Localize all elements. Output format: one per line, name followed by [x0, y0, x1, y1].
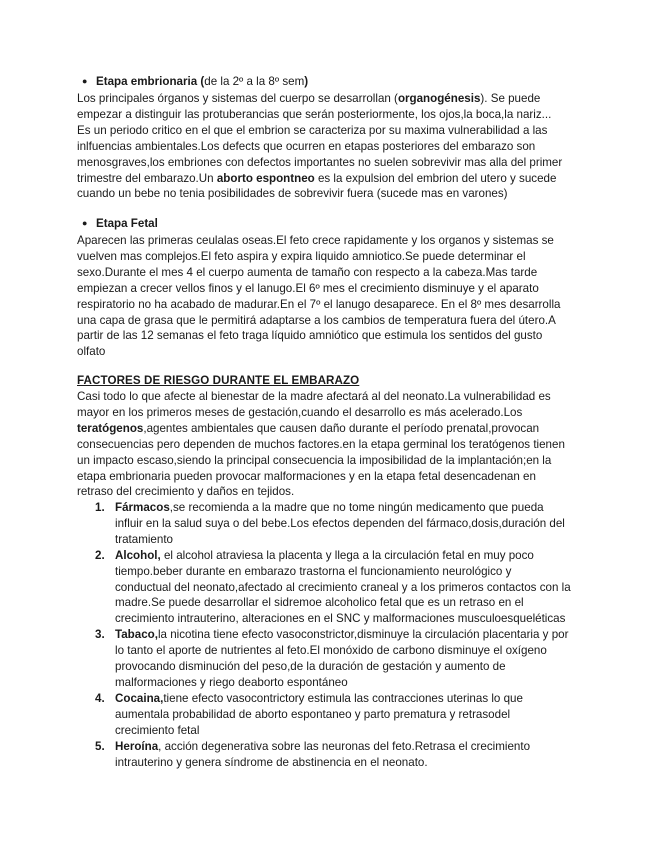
text-line: respiratorio no ha acabado de madurar.En el 7º el lanugo desaparece. En el 8º mes desarrolla: [77, 297, 561, 311]
text-line: [115, 500, 597, 516]
list-item: [77, 500, 597, 548]
text-line: [115, 739, 597, 755]
bold-term: Tabaco,: [115, 628, 158, 642]
text-line: [115, 643, 597, 659]
list-item: [77, 548, 597, 628]
bullet-dot: ●: [82, 218, 88, 228]
line-text: tiene efecto vasocontrictory estimula las contracciones uterinas lo que: [163, 691, 523, 705]
line-text: malformaciones y riego deaborto espontáneo: [115, 675, 348, 689]
line-text: empezar a distinguir las protuberancias que serán posteriormente, los ojos,la boca,la nariz...: [77, 107, 552, 121]
list-item: [77, 627, 597, 691]
paragraph-fetal: [77, 233, 577, 360]
heading-close: ): [304, 75, 309, 88]
line-text: inlfuencias ambientales.Los defects que ocurren en etapas posteriores del embarazo son: [77, 139, 536, 153]
text-line: [115, 659, 597, 675]
bold-term: teratógenos: [77, 421, 144, 435]
line-text: tiempo.beber durante en embarazo trastorna el funcionamiento neurológico y: [115, 564, 512, 578]
text-line: [115, 675, 597, 691]
line-text: lo tanto el aporte de nutrientes al feto.El monóxido de carbono disminuye el oxígeno: [115, 644, 547, 658]
line-text: menosgraves,los embriones con defectos importantes no suelen sobrevivir mas alla del primer: [77, 155, 563, 169]
text-line: [77, 171, 577, 187]
line-text: Los principales órganos y sistemas del cuerpo se desarrollan (: [77, 92, 398, 105]
line-text: provocando disminución del peso,de la duración de gestación y aumento de: [115, 660, 506, 674]
text-line: vuelven mas complejos.El feto aspira y expira liquido amniotico.Se puede determinar el: [77, 249, 526, 263]
bold-term: Fármacos: [115, 501, 170, 514]
text-line: [77, 389, 577, 405]
section-heading-factores: FACTORES DE RIESGO DURANTE EL EMBARAZO: [77, 374, 360, 387]
line-text: intrauterino y genera síndrome de abstinencia en el neonato.: [115, 755, 428, 769]
text-line: [77, 91, 577, 107]
text-line: [77, 186, 577, 202]
line-text: crecimiento intrauterino, alteraciones en el SNC y malformaciones musculoesqueléticas: [115, 612, 566, 626]
text-line: [77, 155, 577, 171]
line-text: trimestre del embarazo.Un: [77, 171, 217, 185]
line-text: un impacto escaso,siendo la principal consecuencia la imposibilidad de la implantación;en la: [77, 453, 552, 467]
line-text: cuando un bebe no tenia posibilidades de sobrevivir fuera (sucede mas en varones): [77, 187, 508, 201]
line-text: ,agentes ambientales que causen daño durante el período prenatal,provocan: [143, 421, 540, 435]
text-line: [115, 611, 597, 627]
text-line: sexo.Durante el mes 4 el cuerpo aumenta de tamaño con respecto a la cabeza.Mas tarde: [77, 265, 538, 279]
text-line: [77, 421, 577, 437]
bold-term: Cocaina,: [115, 691, 164, 705]
text-line: [115, 691, 597, 707]
list-number: 5.: [95, 739, 105, 753]
bullet-heading-embrionaria: [82, 74, 309, 90]
text-line: [115, 723, 597, 739]
bold-term: Heroína: [115, 739, 159, 753]
text-line: [115, 516, 597, 532]
line-text: Es un periodo critico en el que el embrion se caracteriza por su maxima vulnerabilidad a las: [77, 123, 548, 137]
list-number: 2.: [95, 548, 105, 562]
text-line: [77, 484, 577, 500]
text-line: [77, 469, 577, 485]
list-number: 4.: [95, 691, 105, 705]
line-text: crecimiento fetal: [115, 723, 200, 737]
line-text: el alcohol atraviesa la placenta y llega a la circulación fetal en muy poco: [160, 548, 534, 562]
line-text: es la expulsion del embrion del utero y sucede: [314, 171, 557, 185]
text-line: [77, 107, 577, 123]
line-text: ). Se puede: [480, 92, 541, 105]
heading-bold: Etapa embrionaria (: [96, 75, 205, 88]
line-text: tratamiento: [115, 532, 173, 546]
text-line: [115, 548, 597, 564]
line-text: consecuencias pero dependen de muchos factores.en la etapa germinal los teratógenos tienen: [77, 437, 565, 451]
line-text: , acción degenerativa sobre las neuronas del feto.Retrasa el crecimiento: [158, 739, 531, 753]
line-text: la nicotina tiene efecto vasoconstrictor,disminuye la circulación placentaria y por: [157, 628, 569, 642]
line-text: influir en la salud suya o del bebe.Los efectos dependen del fármaco,dosis,duración del: [115, 516, 565, 530]
text-line: empiezan a crecer vellos finos y el lanugo.El 6º mes el crecimiento disminuye y el aparato: [77, 281, 539, 295]
list-item: [77, 739, 597, 771]
paragraph-factores-intro: [77, 389, 577, 500]
list-number: 1.: [95, 501, 105, 514]
text-line: [115, 532, 597, 548]
bold-term: organogénesis: [397, 92, 481, 105]
list-number: 3.: [95, 628, 105, 642]
text-line: [115, 707, 597, 723]
text-line: [77, 139, 577, 155]
heading-fetal: Etapa Fetal: [96, 217, 158, 230]
text-line: [77, 405, 577, 421]
list-item: [77, 691, 597, 739]
line-text: madre.Se puede desarrollar el sidremoe alcoholico fetal que es un retraso en el: [115, 596, 524, 610]
text-line: [115, 595, 597, 611]
bullet-dot: ●: [82, 76, 88, 86]
text-line: olfato: [77, 345, 106, 359]
bullet-heading-fetal: [82, 216, 158, 232]
text-line: [77, 437, 577, 453]
text-line: [115, 627, 597, 643]
line-text: etapa embrionaria pueden provocar malformaciones y en la etapa fetal desencadenan en: [77, 469, 536, 483]
text-line: Aparecen las primeras ceulalas oseas.El feto crece rapidamente y los organos y sistemas se: [77, 234, 554, 247]
text-line: una capa de grasa que le permitirá adaptarse a los cambios de temperatura fuera del útero.A: [77, 313, 556, 327]
text-line: partir de las 12 semanas el feto traga líquido amniótico que estimula los sentidos del gusto: [77, 329, 543, 343]
heading-range: de la 2º a la 8º sem: [204, 75, 305, 88]
line-text: Casi todo lo que afecte al bienestar de la madre afectará al del neonato.La vulnerabilidad es: [77, 390, 551, 403]
line-text: mayor en los primeros meses de gestación,cuando el desarrollo es más acelerado.Los: [77, 405, 523, 419]
line-text: retraso del crecimiento y daños en tejidos.: [77, 485, 295, 499]
text-line: [77, 123, 577, 139]
paragraph-embrionaria: [77, 91, 577, 202]
text-line: [115, 580, 597, 596]
risk-factor-list: [77, 500, 597, 770]
line-text: conductual del neonato,afectado al crecimiento craneal y a los primeros contactos con la: [115, 580, 571, 594]
line-text: ,se recomienda a la madre que no tome ningún medicamento que pueda: [169, 501, 544, 514]
text-line: [115, 755, 597, 771]
text-line: [77, 453, 577, 469]
bold-term: aborto espontneo: [216, 171, 315, 185]
line-text: aumentala probabilidad de aborto espontaneo y parto prematura y retrasodel: [115, 707, 511, 721]
text-line: [115, 564, 597, 580]
bold-term: Alcohol,: [115, 548, 161, 562]
